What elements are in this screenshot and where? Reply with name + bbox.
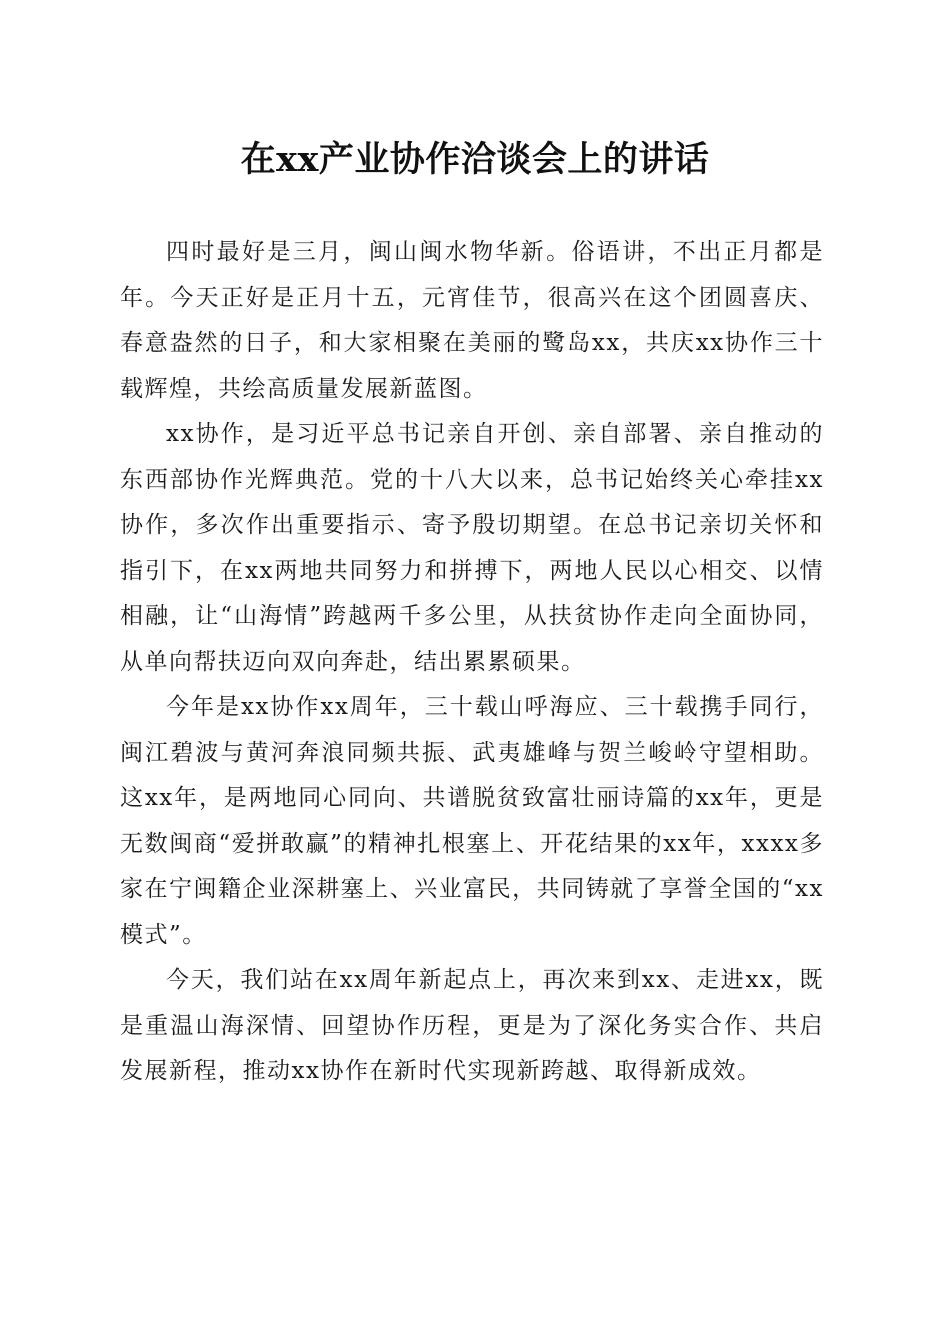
paragraph-2: xx协作，是习近平总书记亲自开创、亲自部署、亲自推动的东西部协作光辉典范。党的十八大以来，总书记始终关心牵挂xx协作，多次作出重要指示、寄予殷切期望。在总书记亲切关怀和指引下，在xx两地共同努力和拼搏下，两地人民以心相交、以情相融，让“山海情”跨越两千多公里，从扶贫协作走向全面协同，从单向帮扶迈向双向奔赴，结出累累硕果。 — [120, 421, 824, 675]
paragraph-3: 今年是xx协作xx周年，三十载山呼海应、三十载携手同行，闽江碧波与黄河奔浪同频共振、武夷雄峰与贺兰峻岭守望相助。这xx年，是两地同心同向、共谱脱贫致富壮丽诗篇的xx年，更是无数闽商“爱拼敢赢”的精神扎根塞上、开花结果的xx年，xxxx多家在宁闽籍企业深耕塞上、兴业富民，共同铸就了享誉全国的“xx模式”。 — [120, 694, 824, 948]
document-title: 在xx产业协作洽谈会上的讲话 — [240, 139, 710, 180]
document-body — [120, 230, 824, 1095]
paragraph-1: 四时最好是三月，闽山闽水物华新。俗语讲，不出正月都是年。今天正好是正月十五，元宵佳节，很高兴在这个团圆喜庆、春意盎然的日子，和大家相聚在美丽的鹭岛xx，共庆xx协作三十载辉煌，共绘高质量发展新蓝图。 — [120, 239, 824, 402]
paragraph-4: 今天，我们站在xx周年新起点上，再次来到xx、走进xx，既是重温山海深情、回望协作历程，更是为了深化务实合作、共启发展新程，推动xx协作在新时代实现新跨越、取得新成效。 — [120, 967, 824, 1084]
